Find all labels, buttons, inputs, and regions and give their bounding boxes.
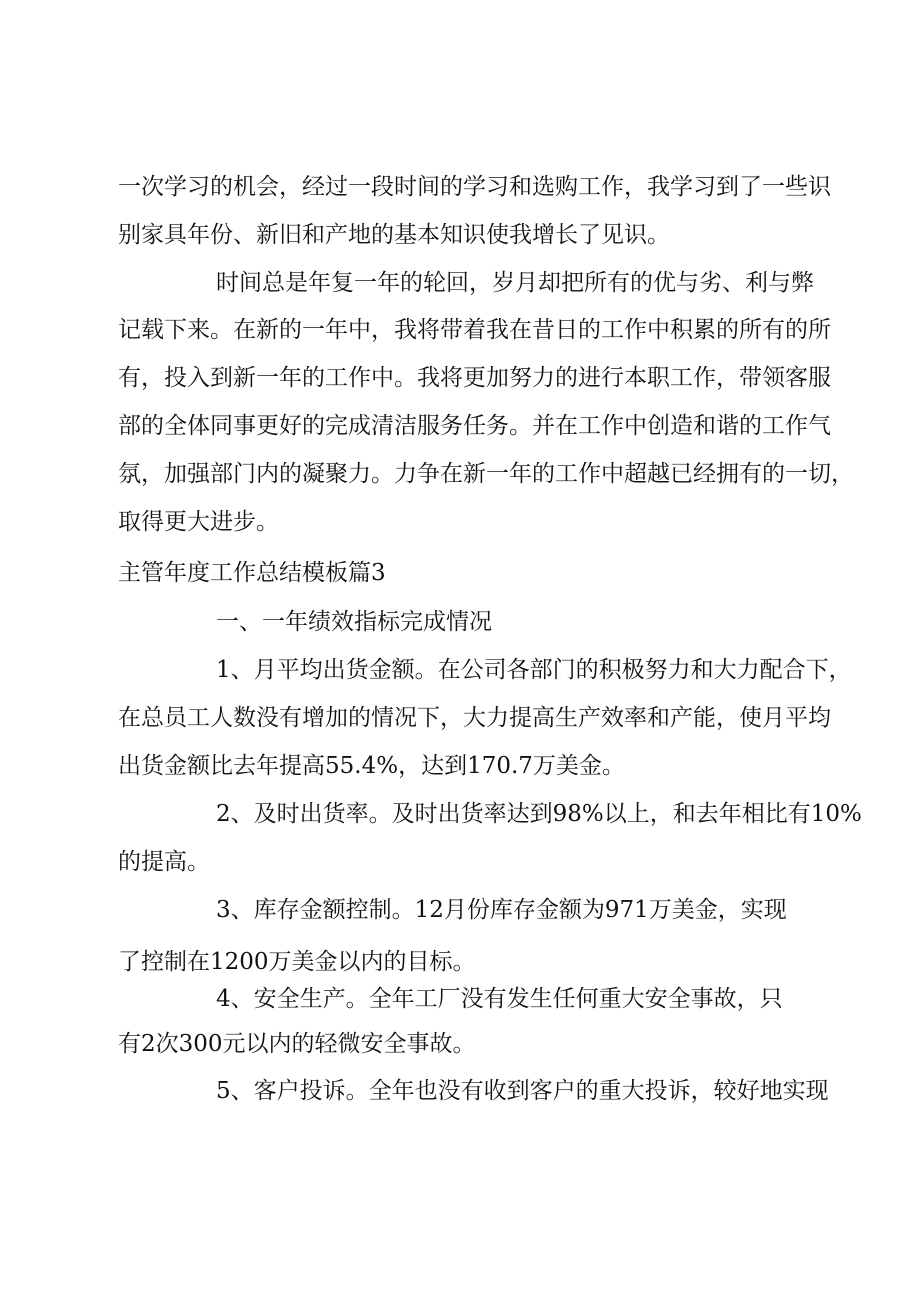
paragraph-line: 出货金额比去年提高55.4%，达到170.7万美金。 — [118, 753, 625, 779]
paragraph-line: 有2次300元以内的轻微安全事故。 — [118, 1031, 476, 1057]
paragraph-line: 在总员工人数没有增加的情况下，大力提高生产效率和产能，使月平均 — [118, 705, 831, 731]
paragraph-line: 时间总是年复一年的轮回，岁月却把所有的优与劣、利与弊 — [216, 270, 814, 296]
paragraph-line: 记载下来。在新的一年中，我将带着我在昔日的工作中积累的所有的所 — [118, 317, 831, 343]
section-title: 主管年度工作总结模板篇3 — [118, 560, 386, 586]
paragraph-line: 了控制在1200万美金以内的目标。 — [118, 949, 476, 975]
paragraph-line: 4、安全生产。全年工厂没有发生任何重大安全事故，只 — [216, 986, 783, 1012]
paragraph-line: 有，投入到新一年的工作中。我将更加努力的进行本职工作，带领客服 — [118, 365, 831, 391]
paragraph-line: 一次学习的机会，经过一段时间的学习和选购工作，我学习到了一些识 — [118, 174, 831, 200]
paragraph-line: 的提高。 — [118, 849, 210, 875]
paragraph-line: 部的全体同事更好的完成清洁服务任务。并在工作中创造和谐的工作气 — [118, 413, 831, 439]
paragraph-line: 取得更大进步。 — [118, 509, 279, 535]
paragraph-line: 5、客户投诉。全年也没有收到客户的重大投诉，较好地实现 — [216, 1078, 829, 1104]
paragraph-line: 2、及时出货率。及时出货率达到98%以上，和去年相比有10% — [216, 801, 862, 827]
paragraph-line: 氛，加强部门内的凝聚力。力争在新一年的工作中超越已经拥有的一切， — [118, 461, 854, 487]
paragraph-line: 别家具年份、新旧和产地的基本知识使我增长了见识。 — [118, 222, 670, 248]
paragraph-line: 3、库存金额控制。12月份库存金额为971万美金，实现 — [216, 897, 787, 923]
subsection-heading: 一、一年绩效指标完成情况 — [216, 609, 492, 635]
paragraph-line: 1、月平均出货金额。在公司各部门的积极努力和大力配合下， — [216, 657, 852, 683]
